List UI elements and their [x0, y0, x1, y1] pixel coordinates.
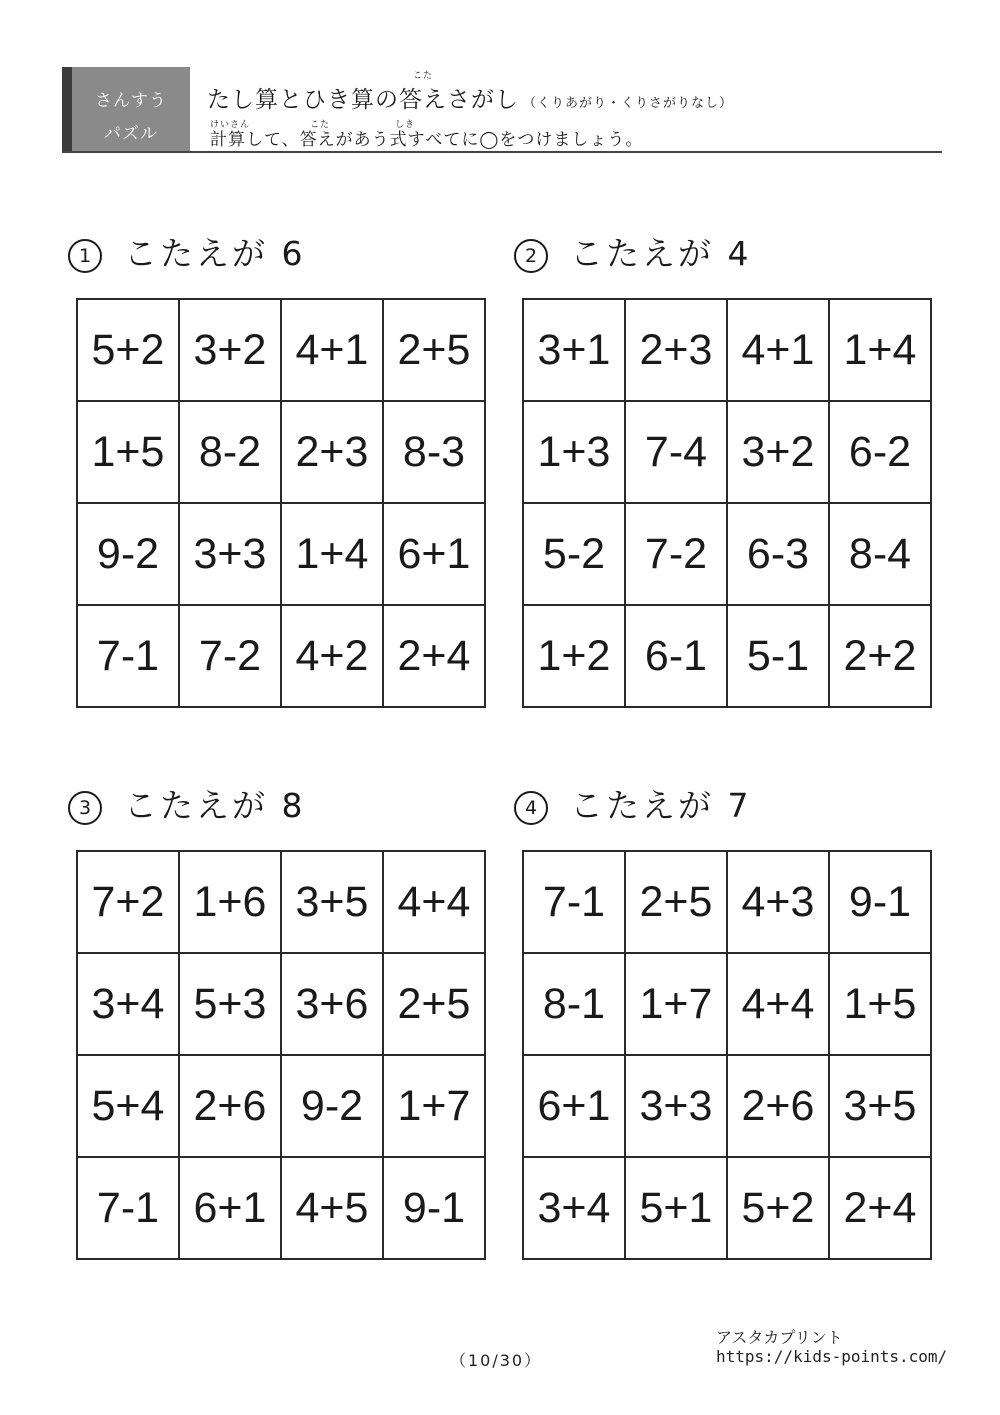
instruction-text: 計算して、答えがあう式すべてに◯をつけましょう。	[210, 130, 644, 150]
equation-cell[interactable]: 1+4	[281, 503, 383, 605]
equation-cell[interactable]: 6-2	[829, 401, 931, 503]
badge-line-1: さんすう	[95, 91, 167, 111]
instruction-ruby-kotae: こた	[310, 120, 331, 130]
equation-cell[interactable]: 1+7	[383, 1055, 485, 1157]
equation-cell[interactable]: 2+6	[727, 1055, 829, 1157]
equation-cell[interactable]: 5-2	[523, 503, 625, 605]
equation-cell[interactable]: 1+6	[179, 851, 281, 953]
equation-cell[interactable]: 7-1	[523, 851, 625, 953]
equation-cell[interactable]: 2+5	[625, 851, 727, 953]
grid-row	[523, 503, 931, 605]
equation-cell[interactable]: 1+7	[625, 953, 727, 1055]
equation-cell[interactable]: 2+5	[383, 299, 485, 401]
equation-cell[interactable]: 5+3	[179, 953, 281, 1055]
badge-line-2: パズル	[104, 124, 158, 144]
equation-cell[interactable]: 6+1	[179, 1157, 281, 1259]
equation-cell[interactable]: 7+2	[77, 851, 179, 953]
grid-row	[77, 299, 485, 401]
title-subtitle: （くりあがり・くりさがりなし）	[523, 96, 734, 111]
equation-cell[interactable]: 2+4	[829, 1157, 931, 1259]
equation-cell[interactable]: 4+4	[383, 851, 485, 953]
equation-cell[interactable]: 6-1	[625, 605, 727, 707]
grid-row	[523, 851, 931, 953]
instruction-ruby-keisan: けいさん	[210, 120, 251, 130]
title-ruby: こた	[413, 71, 434, 81]
equation-cell[interactable]: 8-1	[523, 953, 625, 1055]
grid-row	[523, 1157, 931, 1259]
puzzle-label: こたえが 7	[570, 786, 752, 825]
equation-cell[interactable]: 9-2	[281, 1055, 383, 1157]
puzzle-grid	[76, 298, 486, 708]
equation-cell[interactable]: 2+3	[625, 299, 727, 401]
equation-cell[interactable]: 3+3	[179, 503, 281, 605]
equation-cell[interactable]: 5+2	[77, 299, 179, 401]
grid-row	[77, 851, 485, 953]
equation-cell[interactable]: 5+2	[727, 1157, 829, 1259]
header-divider	[62, 151, 942, 153]
grid-row	[77, 503, 485, 605]
equation-cell[interactable]: 8-3	[383, 401, 485, 503]
equation-cell[interactable]: 1+5	[77, 401, 179, 503]
equation-cell[interactable]: 7-4	[625, 401, 727, 503]
grid-row	[77, 1055, 485, 1157]
equation-cell[interactable]: 1+3	[523, 401, 625, 503]
page-number: （10/30）	[450, 1351, 543, 1370]
equation-cell[interactable]: 5+4	[77, 1055, 179, 1157]
puzzle-grid	[76, 850, 486, 1260]
equation-cell[interactable]: 2+4	[383, 605, 485, 707]
puzzle-grid	[522, 298, 932, 708]
grid-row	[523, 299, 931, 401]
equation-cell[interactable]: 3+4	[523, 1157, 625, 1259]
equation-cell[interactable]: 1+5	[829, 953, 931, 1055]
grid-row	[523, 605, 931, 707]
equation-cell[interactable]: 6+1	[523, 1055, 625, 1157]
equation-cell[interactable]: 8-2	[179, 401, 281, 503]
equation-cell[interactable]: 4+4	[727, 953, 829, 1055]
equation-cell[interactable]: 6-3	[727, 503, 829, 605]
worksheet-title	[207, 81, 733, 114]
equation-cell[interactable]: 3+2	[179, 299, 281, 401]
grid-row	[77, 605, 485, 707]
equation-cell[interactable]: 5-1	[727, 605, 829, 707]
equation-cell[interactable]: 7-2	[179, 605, 281, 707]
equation-cell[interactable]: 3+5	[829, 1055, 931, 1157]
instruction-ruby-shiki: しき	[395, 120, 416, 130]
equation-cell[interactable]: 9-2	[77, 503, 179, 605]
equation-cell[interactable]: 5+1	[625, 1157, 727, 1259]
circled-number: 2	[514, 239, 548, 273]
equation-cell[interactable]: 4+2	[281, 605, 383, 707]
equation-cell[interactable]: 3+6	[281, 953, 383, 1055]
equation-cell[interactable]: 7-1	[77, 1157, 179, 1259]
equation-cell[interactable]: 4+1	[727, 299, 829, 401]
equation-cell[interactable]: 4+5	[281, 1157, 383, 1259]
equation-cell[interactable]: 2+6	[179, 1055, 281, 1157]
grid-row	[77, 1157, 485, 1259]
grid-row	[523, 1055, 931, 1157]
title-main: たし算とひき算の答えさがし	[207, 87, 519, 113]
equation-cell[interactable]: 1+2	[523, 605, 625, 707]
grid-row	[523, 401, 931, 503]
equation-cell[interactable]: 2+2	[829, 605, 931, 707]
equation-cell[interactable]: 3+2	[727, 401, 829, 503]
equation-cell[interactable]: 7-2	[625, 503, 727, 605]
equation-cell[interactable]: 9-1	[383, 1157, 485, 1259]
equation-cell[interactable]: 2+3	[281, 401, 383, 503]
puzzle-grid	[522, 850, 932, 1260]
puzzle-label: こたえが 4	[570, 234, 752, 273]
equation-cell[interactable]: 3+4	[77, 953, 179, 1055]
equation-cell[interactable]: 1+4	[829, 299, 931, 401]
equation-cell[interactable]: 3+5	[281, 851, 383, 953]
grid-row	[523, 953, 931, 1055]
subject-badge	[62, 67, 190, 151]
equation-cell[interactable]: 8-4	[829, 503, 931, 605]
site-url[interactable]: https://kids-points.com/	[716, 1347, 948, 1366]
puzzle-label: こたえが 8	[124, 786, 306, 825]
equation-cell[interactable]: 3+1	[523, 299, 625, 401]
equation-cell[interactable]: 2+5	[383, 953, 485, 1055]
equation-cell[interactable]: 4+3	[727, 851, 829, 953]
puzzle-label: こたえが 6	[124, 234, 306, 273]
grid-row	[77, 401, 485, 503]
brand-name: アスタカプリント	[716, 1328, 843, 1347]
circled-number: 4	[514, 791, 548, 825]
equation-cell[interactable]: 9-1	[829, 851, 931, 953]
equation-cell[interactable]: 4+1	[281, 299, 383, 401]
equation-cell[interactable]: 3+3	[625, 1055, 727, 1157]
equation-cell[interactable]: 6+1	[383, 503, 485, 605]
equation-cell[interactable]: 7-1	[77, 605, 179, 707]
worksheet-header	[62, 67, 942, 153]
circled-number: 1	[68, 239, 102, 273]
grid-row	[77, 953, 485, 1055]
circled-number: 3	[68, 791, 102, 825]
